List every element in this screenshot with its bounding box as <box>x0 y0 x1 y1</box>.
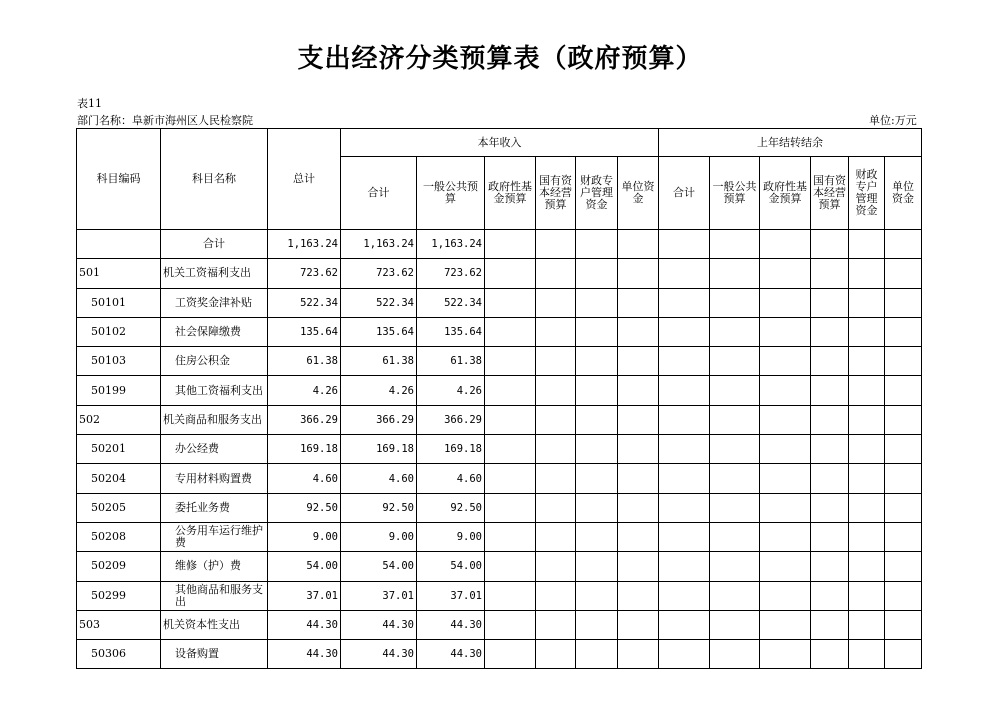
empty-cell <box>659 230 710 259</box>
row-cy-general: 522.34 <box>417 288 485 317</box>
row-code: 50201 <box>77 435 161 464</box>
row-cy-general: 92.50 <box>417 493 485 522</box>
empty-cell <box>885 347 922 376</box>
empty-cell <box>811 610 849 639</box>
empty-cell <box>576 610 618 639</box>
empty-cell <box>659 405 710 434</box>
empty-cell <box>659 610 710 639</box>
row-name: 委托业务费 <box>161 493 268 522</box>
row-total: 135.64 <box>268 317 341 346</box>
empty-cell <box>485 347 536 376</box>
empty-cell <box>485 288 536 317</box>
table-row <box>77 522 922 551</box>
table-row <box>77 464 922 493</box>
row-cy-sum: 366.29 <box>341 405 417 434</box>
empty-cell <box>659 581 710 610</box>
empty-cell <box>849 288 885 317</box>
row-cy-general: 61.38 <box>417 347 485 376</box>
empty-cell <box>536 288 576 317</box>
empty-cell <box>849 522 885 551</box>
empty-cell <box>659 640 710 669</box>
row-cy-sum: 92.50 <box>341 493 417 522</box>
empty-cell <box>885 288 922 317</box>
empty-cell <box>576 230 618 259</box>
empty-cell <box>536 522 576 551</box>
empty-cell <box>710 230 760 259</box>
empty-cell <box>811 435 849 464</box>
row-total: 723.62 <box>268 259 341 288</box>
header-cy-unit-fund: 单位资金 <box>618 157 659 230</box>
empty-cell <box>710 405 760 434</box>
table-row <box>77 493 922 522</box>
empty-cell <box>485 464 536 493</box>
empty-cell <box>811 347 849 376</box>
empty-cell <box>536 347 576 376</box>
empty-cell <box>618 347 659 376</box>
empty-cell <box>536 581 576 610</box>
header-code: 科目编码 <box>77 129 161 230</box>
empty-cell <box>849 640 885 669</box>
empty-cell <box>760 376 811 405</box>
empty-cell <box>811 552 849 581</box>
empty-cell <box>849 610 885 639</box>
table-row <box>77 552 922 581</box>
empty-cell <box>536 405 576 434</box>
empty-cell <box>811 581 849 610</box>
empty-cell <box>811 259 849 288</box>
header-py-general: 一般公共预算 <box>710 157 760 230</box>
empty-cell <box>710 376 760 405</box>
empty-cell <box>576 317 618 346</box>
empty-cell <box>485 317 536 346</box>
row-name: 机关商品和服务支出 <box>161 405 268 434</box>
header-prior-year: 上年结转结余 <box>659 129 922 157</box>
header-cy-fiscal-special: 财政专户管理资金 <box>576 157 618 230</box>
row-cy-general: 4.26 <box>417 376 485 405</box>
row-cy-sum: 723.62 <box>341 259 417 288</box>
empty-cell <box>849 581 885 610</box>
row-code: 50204 <box>77 464 161 493</box>
header-py-state-capital: 国有资本经营预算 <box>811 157 849 230</box>
empty-cell <box>760 522 811 551</box>
empty-cell <box>710 493 760 522</box>
row-code: 50299 <box>77 581 161 610</box>
empty-cell <box>536 230 576 259</box>
row-cy-sum: 169.18 <box>341 435 417 464</box>
table-row <box>77 581 922 610</box>
empty-cell <box>659 259 710 288</box>
empty-cell <box>659 435 710 464</box>
row-name: 专用材料购置费 <box>161 464 268 493</box>
empty-cell <box>710 522 760 551</box>
empty-cell <box>885 259 922 288</box>
row-code: 50102 <box>77 317 161 346</box>
row-cy-general: 723.62 <box>417 259 485 288</box>
empty-cell <box>885 405 922 434</box>
empty-cell <box>659 376 710 405</box>
table-row <box>77 405 922 434</box>
row-code: 501 <box>77 259 161 288</box>
empty-cell <box>659 347 710 376</box>
empty-cell <box>618 522 659 551</box>
row-cy-sum: 1,163.24 <box>341 230 417 259</box>
empty-cell <box>710 288 760 317</box>
empty-cell <box>710 317 760 346</box>
row-name: 机关工资福利支出 <box>161 259 268 288</box>
empty-cell <box>659 288 710 317</box>
empty-cell <box>760 435 811 464</box>
empty-cell <box>659 522 710 551</box>
empty-cell <box>710 435 760 464</box>
empty-cell <box>576 493 618 522</box>
empty-cell <box>576 259 618 288</box>
row-cy-general: 44.30 <box>417 640 485 669</box>
empty-cell <box>659 493 710 522</box>
empty-cell <box>485 435 536 464</box>
empty-cell <box>849 464 885 493</box>
empty-cell <box>576 552 618 581</box>
empty-cell <box>710 464 760 493</box>
header-cy-state-capital: 国有资本经营预算 <box>536 157 576 230</box>
row-name: 其他工资福利支出 <box>161 376 268 405</box>
empty-cell <box>885 376 922 405</box>
empty-cell <box>485 493 536 522</box>
row-total: 366.29 <box>268 405 341 434</box>
header-cy-gov-fund: 政府性基金预算 <box>485 157 536 230</box>
empty-cell <box>811 493 849 522</box>
empty-cell <box>710 610 760 639</box>
row-cy-general: 9.00 <box>417 522 485 551</box>
row-code: 50205 <box>77 493 161 522</box>
empty-cell <box>485 522 536 551</box>
header-py-gov-fund: 政府性基金预算 <box>760 157 811 230</box>
row-total: 1,163.24 <box>268 230 341 259</box>
empty-cell <box>710 640 760 669</box>
empty-cell <box>485 376 536 405</box>
empty-cell <box>885 230 922 259</box>
empty-cell <box>710 259 760 288</box>
empty-cell <box>485 552 536 581</box>
row-name: 维修（护）费 <box>161 552 268 581</box>
empty-cell <box>576 405 618 434</box>
row-total: 4.26 <box>268 376 341 405</box>
table-row <box>77 288 922 317</box>
empty-cell <box>849 552 885 581</box>
empty-cell <box>710 552 760 581</box>
header-cy-sum: 合计 <box>341 157 417 230</box>
empty-cell <box>485 405 536 434</box>
empty-cell <box>760 347 811 376</box>
empty-cell <box>536 317 576 346</box>
empty-cell <box>618 435 659 464</box>
row-cy-general: 135.64 <box>417 317 485 346</box>
row-total: 522.34 <box>268 288 341 317</box>
row-cy-sum: 54.00 <box>341 552 417 581</box>
empty-cell <box>576 435 618 464</box>
table-row <box>77 259 922 288</box>
empty-cell <box>659 464 710 493</box>
empty-cell <box>885 581 922 610</box>
empty-cell <box>485 610 536 639</box>
empty-cell <box>485 640 536 669</box>
row-code: 503 <box>77 610 161 639</box>
header-total: 总计 <box>268 129 341 230</box>
row-code: 50199 <box>77 376 161 405</box>
empty-cell <box>659 552 710 581</box>
empty-cell <box>760 640 811 669</box>
empty-cell <box>618 317 659 346</box>
row-cy-general: 169.18 <box>417 435 485 464</box>
empty-cell <box>618 610 659 639</box>
empty-cell <box>811 376 849 405</box>
empty-cell <box>576 376 618 405</box>
empty-cell <box>576 581 618 610</box>
department-name: 部门名称：阜新市海州区人民检察院 <box>77 114 253 127</box>
empty-cell <box>710 347 760 376</box>
table-row <box>77 230 922 259</box>
row-cy-general: 1,163.24 <box>417 230 485 259</box>
row-cy-general: 4.60 <box>417 464 485 493</box>
empty-cell <box>618 376 659 405</box>
empty-cell <box>536 640 576 669</box>
empty-cell <box>885 435 922 464</box>
empty-cell <box>885 640 922 669</box>
empty-cell <box>760 464 811 493</box>
row-code: 50306 <box>77 640 161 669</box>
empty-cell <box>849 259 885 288</box>
empty-cell <box>536 464 576 493</box>
table-number: 表11 <box>77 97 102 110</box>
empty-cell <box>576 640 618 669</box>
row-total: 44.30 <box>268 640 341 669</box>
row-total: 37.01 <box>268 581 341 610</box>
table-row <box>77 640 922 669</box>
empty-cell <box>760 581 811 610</box>
empty-cell <box>760 288 811 317</box>
row-cy-sum: 522.34 <box>341 288 417 317</box>
row-cy-general: 366.29 <box>417 405 485 434</box>
empty-cell <box>618 230 659 259</box>
empty-cell <box>536 493 576 522</box>
header-py-unit-fund: 单位资金 <box>885 157 922 230</box>
row-code <box>77 230 161 259</box>
empty-cell <box>618 552 659 581</box>
table-row <box>77 435 922 464</box>
row-code: 502 <box>77 405 161 434</box>
row-cy-sum: 135.64 <box>341 317 417 346</box>
empty-cell <box>485 230 536 259</box>
empty-cell <box>849 376 885 405</box>
empty-cell <box>811 288 849 317</box>
empty-cell <box>485 581 536 610</box>
empty-cell <box>576 522 618 551</box>
empty-cell <box>760 610 811 639</box>
empty-cell <box>885 610 922 639</box>
empty-cell <box>811 405 849 434</box>
row-name: 住房公积金 <box>161 347 268 376</box>
empty-cell <box>885 493 922 522</box>
table-row <box>77 317 922 346</box>
empty-cell <box>885 464 922 493</box>
table-row <box>77 347 922 376</box>
row-code: 50103 <box>77 347 161 376</box>
empty-cell <box>760 230 811 259</box>
row-code: 50208 <box>77 522 161 551</box>
empty-cell <box>485 259 536 288</box>
empty-cell <box>618 405 659 434</box>
empty-cell <box>885 552 922 581</box>
header-name: 科目名称 <box>161 129 268 230</box>
empty-cell <box>618 640 659 669</box>
page-title: 支出经济分类预算表（政府预算） <box>297 44 703 74</box>
table-row <box>77 610 922 639</box>
row-total: 54.00 <box>268 552 341 581</box>
empty-cell <box>849 230 885 259</box>
empty-cell <box>576 464 618 493</box>
row-cy-sum: 4.60 <box>341 464 417 493</box>
empty-cell <box>618 581 659 610</box>
empty-cell <box>760 259 811 288</box>
table-row <box>77 376 922 405</box>
row-cy-general: 37.01 <box>417 581 485 610</box>
empty-cell <box>885 522 922 551</box>
empty-cell <box>760 493 811 522</box>
empty-cell <box>811 317 849 346</box>
row-total: 61.38 <box>268 347 341 376</box>
row-total: 92.50 <box>268 493 341 522</box>
row-cy-sum: 9.00 <box>341 522 417 551</box>
empty-cell <box>536 610 576 639</box>
row-cy-sum: 37.01 <box>341 581 417 610</box>
empty-cell <box>849 317 885 346</box>
row-cy-sum: 4.26 <box>341 376 417 405</box>
empty-cell <box>576 288 618 317</box>
row-cy-general: 44.30 <box>417 610 485 639</box>
row-name: 工资奖金津补贴 <box>161 288 268 317</box>
row-name: 设备购置 <box>161 640 268 669</box>
empty-cell <box>760 317 811 346</box>
header-cy-general: 一般公共预算 <box>417 157 485 230</box>
empty-cell <box>618 464 659 493</box>
row-name: 其他商品和服务支出 <box>161 581 268 610</box>
empty-cell <box>760 405 811 434</box>
row-total: 4.60 <box>268 464 341 493</box>
row-name: 机关资本性支出 <box>161 610 268 639</box>
row-code: 50209 <box>77 552 161 581</box>
empty-cell <box>618 288 659 317</box>
row-name: 公务用车运行维护费 <box>161 522 268 551</box>
empty-cell <box>659 317 710 346</box>
budget-table <box>76 128 922 669</box>
header-py-fiscal-special: 财政专户管理资金 <box>849 157 885 230</box>
empty-cell <box>618 259 659 288</box>
empty-cell <box>811 464 849 493</box>
row-cy-sum: 61.38 <box>341 347 417 376</box>
unit-label: 单位:万元 <box>869 114 917 127</box>
empty-cell <box>811 640 849 669</box>
empty-cell <box>811 230 849 259</box>
empty-cell <box>849 347 885 376</box>
empty-cell <box>885 317 922 346</box>
row-code: 50101 <box>77 288 161 317</box>
row-cy-general: 54.00 <box>417 552 485 581</box>
empty-cell <box>618 493 659 522</box>
empty-cell <box>536 259 576 288</box>
empty-cell <box>849 435 885 464</box>
empty-cell <box>710 581 760 610</box>
row-total: 169.18 <box>268 435 341 464</box>
empty-cell <box>760 552 811 581</box>
header-py-sum: 合计 <box>659 157 710 230</box>
header-current-year: 本年收入 <box>341 129 659 157</box>
empty-cell <box>536 376 576 405</box>
row-cy-sum: 44.30 <box>341 610 417 639</box>
row-cy-sum: 44.30 <box>341 640 417 669</box>
row-name: 社会保障缴费 <box>161 317 268 346</box>
empty-cell <box>536 435 576 464</box>
empty-cell <box>536 552 576 581</box>
empty-cell <box>849 493 885 522</box>
row-total: 44.30 <box>268 610 341 639</box>
row-name: 合计 <box>161 230 268 259</box>
empty-cell <box>576 347 618 376</box>
empty-cell <box>811 522 849 551</box>
row-name: 办公经费 <box>161 435 268 464</box>
row-total: 9.00 <box>268 522 341 551</box>
empty-cell <box>849 405 885 434</box>
